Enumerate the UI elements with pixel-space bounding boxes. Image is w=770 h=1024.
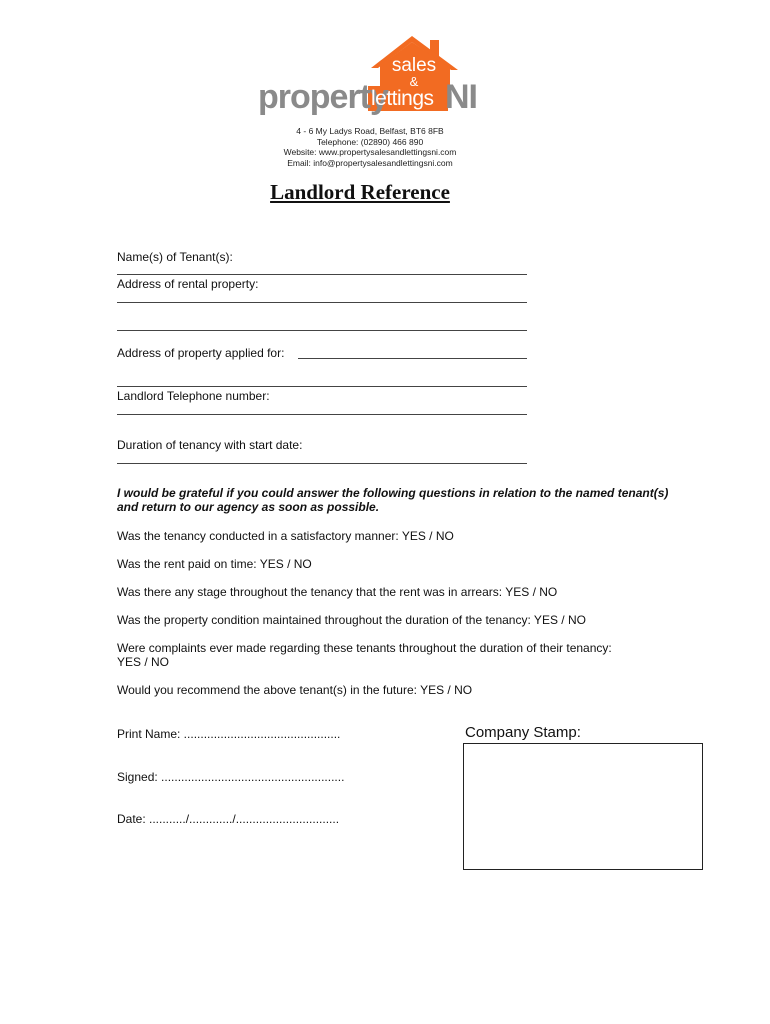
applied-address-field-2[interactable] bbox=[117, 386, 527, 387]
company-stamp-label: Company Stamp: bbox=[465, 724, 581, 741]
tenant-names-label: Name(s) of Tenant(s): bbox=[117, 250, 233, 264]
website-line: Website: www.propertysalesandlettingsni.com bbox=[283, 147, 457, 157]
logo-word-ampersand: & bbox=[409, 74, 419, 89]
rental-address-field-2[interactable] bbox=[117, 330, 527, 331]
logo-word-sales: sales bbox=[391, 55, 437, 76]
question-condition: Was the property condition maintained throughout the duration of the tenancy: YES / NO bbox=[117, 613, 586, 627]
question-arrears: Was there any stage throughout the tenancy that the rent was in arrears: YES / NO bbox=[117, 585, 558, 599]
question-complaints-answer: YES / NO bbox=[117, 655, 170, 669]
email-line: Email: info@propertysalesandlettingsni.com bbox=[287, 157, 453, 168]
page-title: Landlord Reference bbox=[270, 180, 450, 204]
telephone-line: Telephone: (02890) 466 890 bbox=[316, 136, 424, 147]
company-logo bbox=[258, 34, 484, 114]
date-field[interactable]: Date: .........../............./............................... bbox=[117, 812, 340, 826]
logo-word-ni: NI bbox=[445, 78, 477, 116]
address-line: 4 - 6 My Ladys Road, Belfast, BT6 8FB bbox=[296, 126, 444, 136]
company-address bbox=[230, 126, 510, 168]
applied-address-field-1[interactable] bbox=[298, 358, 527, 359]
question-satisfactory: Was the tenancy conducted in a satisfactory manner: YES / NO bbox=[117, 529, 454, 543]
company-stamp-box[interactable] bbox=[463, 743, 703, 870]
landlord-phone-field[interactable] bbox=[117, 414, 527, 415]
duration-field[interactable] bbox=[117, 463, 527, 464]
rental-address-label: Address of rental property: bbox=[117, 277, 259, 291]
applied-address-label: Address of property applied for: bbox=[117, 346, 285, 360]
logo-word-lettings: lettings bbox=[371, 87, 434, 110]
duration-label: Duration of tenancy with start date: bbox=[117, 438, 303, 452]
signed-field[interactable]: Signed: ....................................................... bbox=[117, 770, 345, 784]
landlord-phone-label: Landlord Telephone number: bbox=[117, 389, 270, 403]
question-complaints: Were complaints ever made regarding these tenants throughout the duration of their tenancy: bbox=[117, 641, 612, 655]
question-rent-on-time: Was the rent paid on time: YES / NO bbox=[117, 557, 312, 571]
question-recommend: Would you recommend the above tenant(s) in the future: YES / NO bbox=[117, 683, 473, 697]
request-instructions: I would be grateful if you could answer the following questions in relation to the named tenant(s) and return to our agency as soon as possible. bbox=[117, 486, 669, 514]
tenant-names-field[interactable] bbox=[117, 274, 527, 275]
logo-word-property: property bbox=[258, 78, 388, 116]
print-name-field[interactable]: Print Name: ............................................... bbox=[117, 727, 341, 741]
rental-address-field-1[interactable] bbox=[117, 302, 527, 303]
